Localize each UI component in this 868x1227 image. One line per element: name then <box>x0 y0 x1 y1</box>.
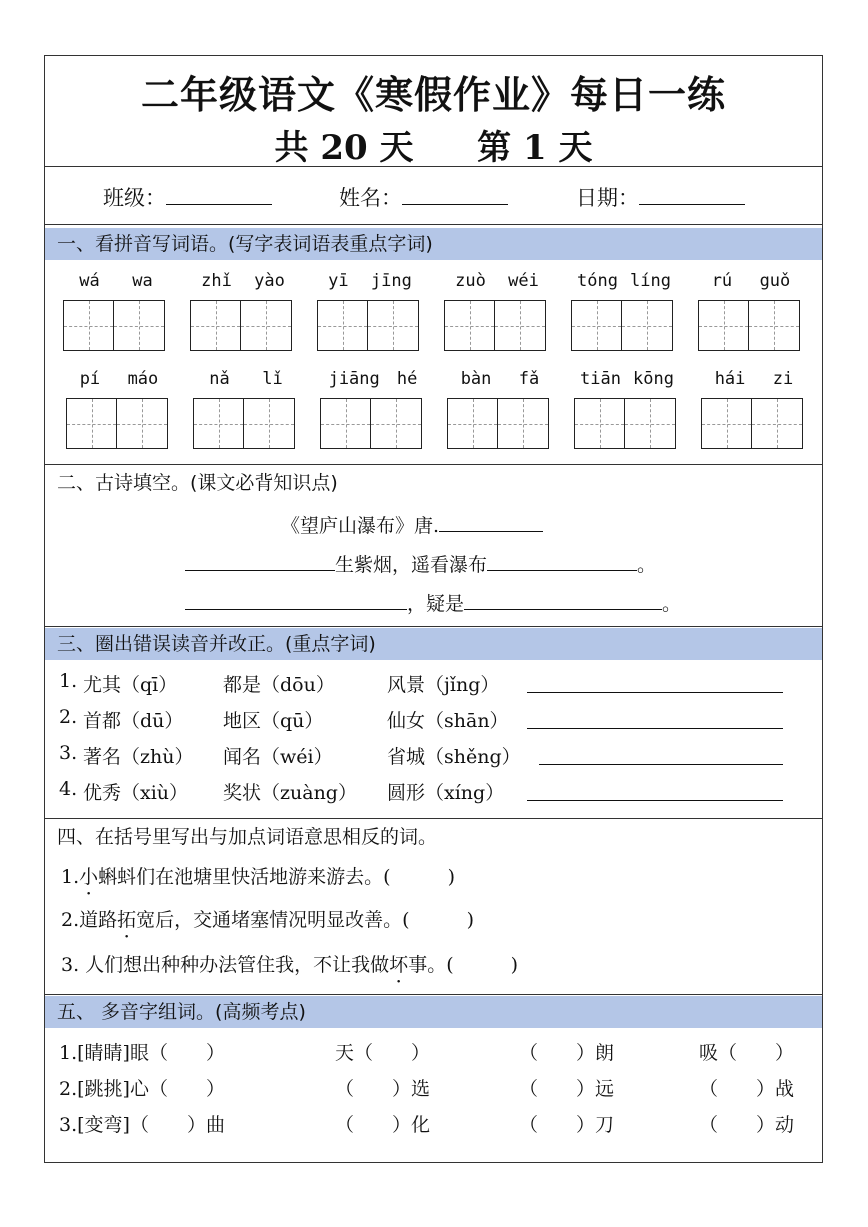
pinyin-label: hái zi <box>714 369 794 389</box>
pinyin-label: bàn fǎ <box>460 369 540 389</box>
writing-box[interactable] <box>241 300 292 351</box>
section2-heading: 二、古诗填空。(课文必背知识点) <box>57 472 338 494</box>
writing-box[interactable] <box>625 398 676 449</box>
item-number: 3. <box>59 742 78 764</box>
answer-line[interactable] <box>539 746 783 770</box>
section3-heading: 三、圈出错误读音并改正。(重点字词) <box>45 628 822 660</box>
polyphone-item[interactable]: 3.[变弯]（ ）曲 <box>59 1114 225 1136</box>
poem-blank[interactable] <box>487 552 637 571</box>
writing-box[interactable] <box>574 398 625 449</box>
polyphone-item[interactable]: （ ）朗 <box>519 1042 615 1064</box>
class-field[interactable]: 班级： <box>103 182 272 212</box>
divider <box>45 626 822 627</box>
antonym-question-2: 2.道路拓宽后，交通堵塞情况明显改善。( ) <box>61 909 474 931</box>
pinyin-label: zhǐ yào <box>201 271 285 291</box>
polyphone-item[interactable]: 吸（ ） <box>699 1042 795 1064</box>
total-days: 共 20 天 <box>274 128 414 168</box>
worksheet <box>44 55 823 1163</box>
writing-box[interactable] <box>444 300 495 351</box>
pinyin-word <box>66 368 172 449</box>
writing-box[interactable] <box>244 398 295 449</box>
word-reading: 都是（dōu） <box>223 674 335 696</box>
pinyin-label: yī jīng <box>328 271 412 291</box>
writing-box[interactable] <box>117 398 168 449</box>
word-reading: 风景（jǐng） <box>387 674 500 696</box>
divider <box>45 464 822 465</box>
polyphone-item[interactable]: （ ）选 <box>335 1078 431 1100</box>
poem-title-line: 《望庐山瀑布》唐. <box>281 511 543 538</box>
pinyin-word <box>193 368 299 449</box>
section5-heading: 五、 多音字组词。(高频考点) <box>45 996 822 1028</box>
writing-box[interactable] <box>317 300 368 351</box>
polyphone-item[interactable]: （ ）动 <box>699 1114 795 1136</box>
word-reading: 奖状（zuàng） <box>223 782 357 804</box>
poem-line-2: ，疑是 。 <box>185 589 681 616</box>
pinyin-word <box>701 368 807 449</box>
writing-box[interactable] <box>498 398 549 449</box>
word-reading: 闻名（wéi） <box>223 746 333 768</box>
word-reading: 尤其（qī） <box>83 674 178 696</box>
page-title: 二年级语文《寒假作业》每日一练 <box>140 72 726 117</box>
word-reading: 著名（zhù） <box>83 746 194 768</box>
divider <box>45 818 822 819</box>
pinyin-label: pí máo <box>79 369 159 389</box>
poem-blank[interactable] <box>185 552 335 571</box>
polyphone-item[interactable]: 2.[跳挑]心（ ） <box>59 1078 225 1100</box>
current-day: 第 1 天 <box>477 128 593 168</box>
pinyin-label: wá wa <box>79 271 153 291</box>
writing-box[interactable] <box>114 300 165 351</box>
writing-box[interactable] <box>66 398 117 449</box>
writing-box[interactable] <box>63 300 114 351</box>
word-reading: 省城（shěng） <box>387 746 521 768</box>
writing-box[interactable] <box>622 300 673 351</box>
polyphone-item[interactable]: 1.[睛睛]眼（ ） <box>59 1042 225 1064</box>
poem-blank[interactable] <box>185 591 407 610</box>
page-subtitle <box>45 120 822 169</box>
section1-heading: 一、看拼音写词语。(写字表词语表重点字词) <box>45 228 822 260</box>
polyphone-item[interactable]: （ ）化 <box>335 1114 431 1136</box>
writing-box[interactable] <box>190 300 241 351</box>
writing-box[interactable] <box>698 300 749 351</box>
polyphone-item[interactable]: （ ）刀 <box>519 1114 615 1136</box>
word-reading: 仙女（shān） <box>387 710 509 732</box>
pinyin-label: nǎ lǐ <box>209 369 283 389</box>
writing-box[interactable] <box>371 398 422 449</box>
pinyin-word <box>317 270 423 351</box>
pinyin-word <box>571 270 677 351</box>
writing-box[interactable] <box>749 300 800 351</box>
writing-box[interactable] <box>752 398 803 449</box>
antonym-question-1: 1.小蝌蚪们在池塘里快活地游来游去。( ) <box>61 866 455 888</box>
writing-box[interactable] <box>193 398 244 449</box>
section4-heading: 四、在括号里写出与加点词语意思相反的词。 <box>57 826 438 848</box>
item-number: 4. <box>59 778 78 800</box>
word-reading: 圆形（xíng） <box>387 782 505 804</box>
writing-box[interactable] <box>571 300 622 351</box>
pinyin-word <box>444 270 550 351</box>
antonym-question-3: 3. 人们想出种种办法管住我，不让我做坏事。( ) <box>61 954 519 976</box>
item-number: 2. <box>59 706 78 728</box>
pinyin-word <box>190 270 296 351</box>
writing-box[interactable] <box>320 398 371 449</box>
writing-box[interactable] <box>368 300 419 351</box>
pinyin-word <box>63 270 169 351</box>
pinyin-label: rú guǒ <box>711 271 791 291</box>
word-reading: 优秀（xiù） <box>83 782 189 804</box>
pinyin-label: jiāng hé <box>328 369 418 389</box>
divider <box>45 994 822 995</box>
pinyin-word <box>574 368 680 449</box>
polyphone-item[interactable]: 天（ ） <box>335 1042 431 1064</box>
pinyin-label: tiān kōng <box>580 369 674 389</box>
word-reading: 地区（qū） <box>223 710 324 732</box>
writing-box[interactable] <box>447 398 498 449</box>
polyphone-item[interactable]: （ ）战 <box>699 1078 795 1100</box>
pinyin-word <box>447 368 553 449</box>
polyphone-item[interactable]: （ ）远 <box>519 1078 615 1100</box>
writing-box[interactable] <box>495 300 546 351</box>
word-reading: 首都（dū） <box>83 710 184 732</box>
pinyin-label: tóng líng <box>577 271 671 291</box>
poem-author-blank[interactable] <box>439 513 543 532</box>
pinyin-label: zuò wéi <box>455 271 539 291</box>
answer-line[interactable] <box>527 710 783 734</box>
divider <box>45 166 822 167</box>
poem-line-1: 生紫烟，遥看瀑布 。 <box>185 550 656 577</box>
poem-blank[interactable] <box>464 591 662 610</box>
pinyin-word <box>698 270 804 351</box>
pinyin-word <box>320 368 426 449</box>
name-field[interactable]: 姓名： <box>339 182 508 212</box>
item-number: 1. <box>59 670 78 692</box>
divider <box>45 224 822 225</box>
date-field[interactable]: 日期： <box>576 182 745 212</box>
answer-line[interactable] <box>527 782 783 806</box>
answer-line[interactable] <box>527 674 783 698</box>
writing-box[interactable] <box>701 398 752 449</box>
